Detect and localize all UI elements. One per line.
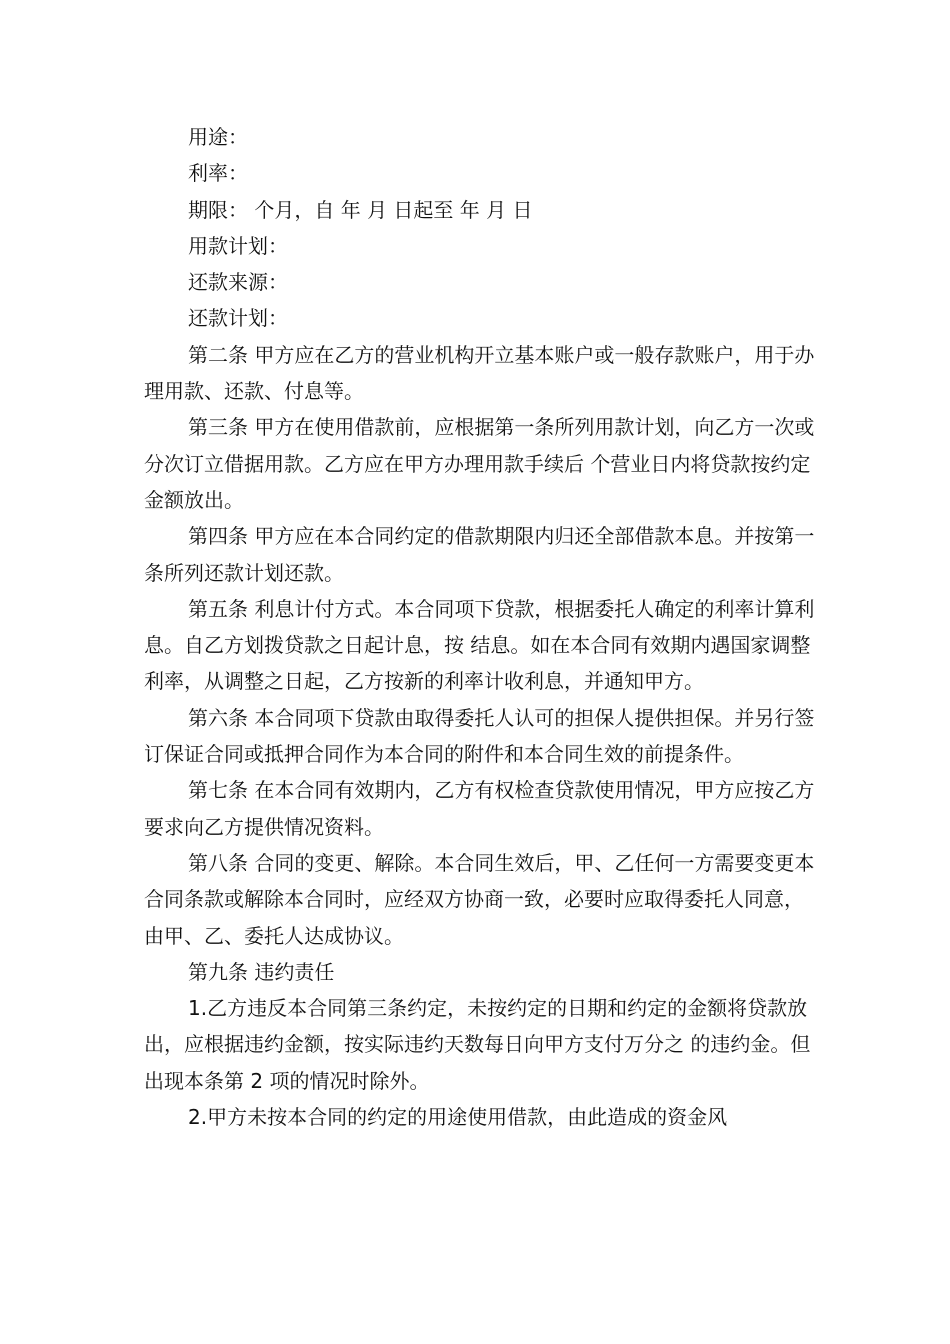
article-3: 第三条 甲方在使用借款前，应根据第一条所列用款计划，向乙方一次或分次订立借据用款。乙方应在甲方办理用款手续后 个营业日内将贷款按约定金额放出。 xyxy=(144,415,815,512)
article-9-heading: 第九条 违约责任 xyxy=(188,959,335,984)
contract-body xyxy=(144,119,816,1135)
field-interest-rate: 利率： xyxy=(188,161,248,186)
article-7: 第七条 在本合同有效期内，乙方有权检查贷款使用情况，甲方应按乙方要求向乙方提供情况资料。 xyxy=(144,778,815,839)
field-repayment-plan: 还款计划： xyxy=(188,306,288,331)
field-drawdown-plan: 用款计划： xyxy=(188,233,288,258)
article-9-item-2: 2.甲方未按本合同的约定的用途使用借款，由此造成的资金风 xyxy=(188,1105,728,1130)
article-6: 第六条 本合同项下贷款由取得委托人认可的担保人提供担保。并另行签订保证合同或抵押合同作为本合同的附件和本合同生效的前提条件。 xyxy=(144,705,815,767)
field-repayment-source: 还款来源： xyxy=(188,270,288,295)
field-purpose: 用途： xyxy=(188,125,248,149)
article-5: 第五条 利息计付方式。本合同项下贷款，根据委托人确定的利率计算利息。自乙方划拨贷款之日起计息，按 结息。如在本合同有效期内遇国家调整利率，从调整之日起，乙方按新的利率计收利息，并通知甲方。 xyxy=(144,596,815,694)
article-9-item-1: 1.乙方违反本合同第三条约定，未按约定的日期和约定的金额将贷款放出，应根据违约金额，按实际违约天数每日向甲方支付万分之 的违约金。但出现本条第 2 项的情况时除外。 xyxy=(144,996,811,1093)
article-4: 第四条 甲方应在本合同约定的借款期限内归还全部借款本息。并按第一条所列还款计划还款。 xyxy=(144,524,815,585)
article-8: 第八条 合同的变更、解除。本合同生效后，甲、乙任何一方需要变更本合同条款或解除本合同时，应经双方协商一致，必要时应取得委托人同意，由甲、乙、委托人达成协议。 xyxy=(144,850,815,948)
field-term: 期限： 个月，自 年 月 日起至 年 月 日 xyxy=(188,197,533,222)
article-2: 第二条 甲方应在乙方的营业机构开立基本账户或一般存款账户，用于办理用款、还款、付息等。 xyxy=(144,342,815,404)
